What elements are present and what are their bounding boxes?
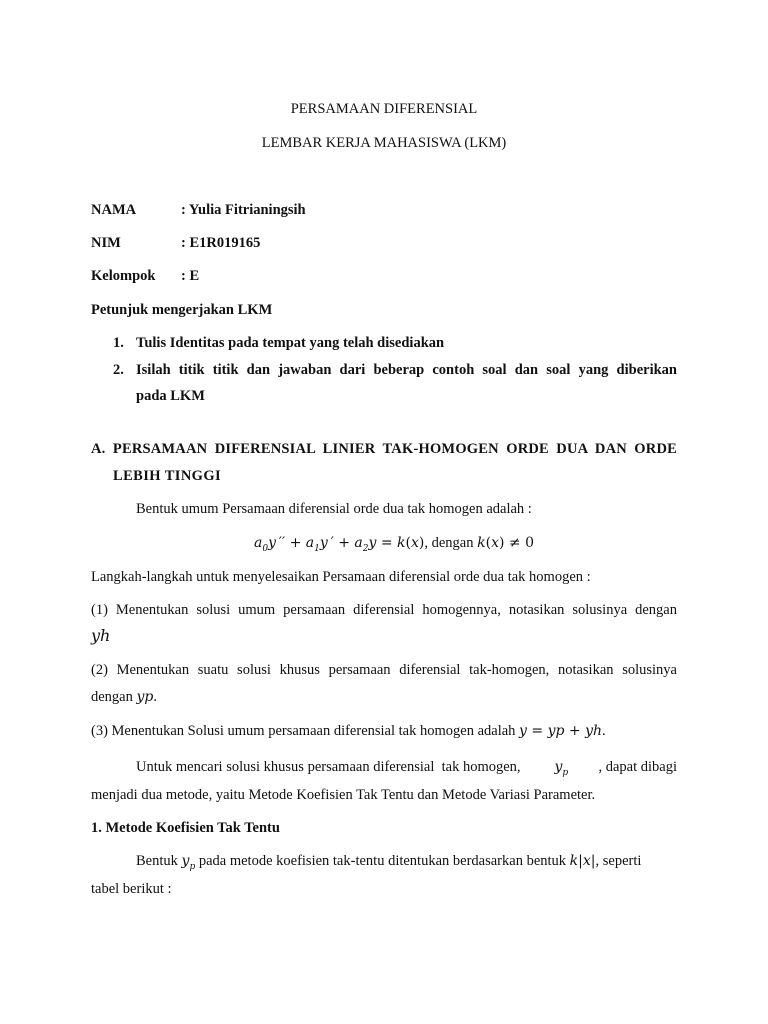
- method-1-paragraph-line-1: Bentuk $y_p$ pada metode koefisien tak-tentu ditentukan berdasarkan bentuk k|x|, seperti: [136, 853, 642, 872]
- nim-label: NIM: [91, 235, 121, 251]
- section-a-heading-line-1: A. PERSAMAAN DIFERENSIAL LINIER TAK-HOMOGEN ORDE DUA DAN ORDE: [91, 441, 677, 457]
- instruction-2-number: 2.: [113, 362, 124, 378]
- equation-connector: , dengan: [424, 535, 478, 551]
- step-1-line-1: (1) Menentukan solusi umum persamaan diferensial homogennya, notasikan solusinya dengan: [91, 602, 677, 618]
- instruction-1-number: 1.: [113, 335, 124, 351]
- section-a-heading-line-2: LEBIH TINGGI: [113, 468, 222, 484]
- method-1-heading: 1. Metode Koefisien Tak Tentu: [91, 820, 280, 836]
- step-1-var-yh: yh: [91, 626, 111, 645]
- nim-value: : E1R019165: [181, 235, 261, 251]
- instruction-2-line-2: pada LKM: [136, 388, 205, 404]
- instruction-2-line-1: Isilah titik titik dan jawaban dari beberap contoh soal dan soal yang diberikan: [136, 362, 677, 378]
- methods-paragraph-line-1: Untuk mencari solusi khusus persamaan diferensial tak homogen, $y_p$ , dapat dibagi: [136, 759, 677, 778]
- methods-paragraph-line-2: menjadi dua metode, yaitu Metode Koefisien Tak Tentu dan Metode Variasi Parameter.: [91, 787, 596, 803]
- instruction-1-text: Tulis Identitas pada tempat yang telah disediakan: [136, 335, 445, 351]
- steps-intro: Langkah-langkah untuk menyelesaikan Persamaan diferensial orde dua tak homogen :: [91, 569, 591, 585]
- method-1-paragraph-line-2: tabel berikut :: [91, 881, 172, 897]
- step-3-text: (3) Menentukan Solusi umum persamaan diferensial tak homogen adalah y = yp + yh.: [91, 723, 606, 739]
- step-2-line-2: dengan yp.: [91, 689, 157, 705]
- section-a-intro: Bentuk umum Persamaan diferensial orde dua tak homogen adalah :: [136, 501, 532, 517]
- general-form-equation: $a_0y$ ′′ + $a_1y$ ′ + $a_2y = k(x)$, dengan k(x) ≠ 0: [254, 535, 534, 554]
- document-subtitle: LEMBAR KERJA MAHASISWA (LKM): [261, 135, 507, 151]
- document-title: PERSAMAAN DIFERENSIAL: [290, 101, 478, 117]
- nama-label: NAMA: [91, 202, 137, 218]
- nama-value: : Yulia Fitrianingsih: [181, 202, 306, 218]
- kelompok-label: Kelompok: [91, 268, 156, 284]
- instructions-heading: Petunjuk mengerjakan LKM: [91, 302, 273, 318]
- kelompok-value: : E: [181, 268, 200, 284]
- step-2-line-1: (2) Menentukan suatu solusi khusus persamaan diferensial tak-homogen, notasikan solusinya: [91, 662, 677, 678]
